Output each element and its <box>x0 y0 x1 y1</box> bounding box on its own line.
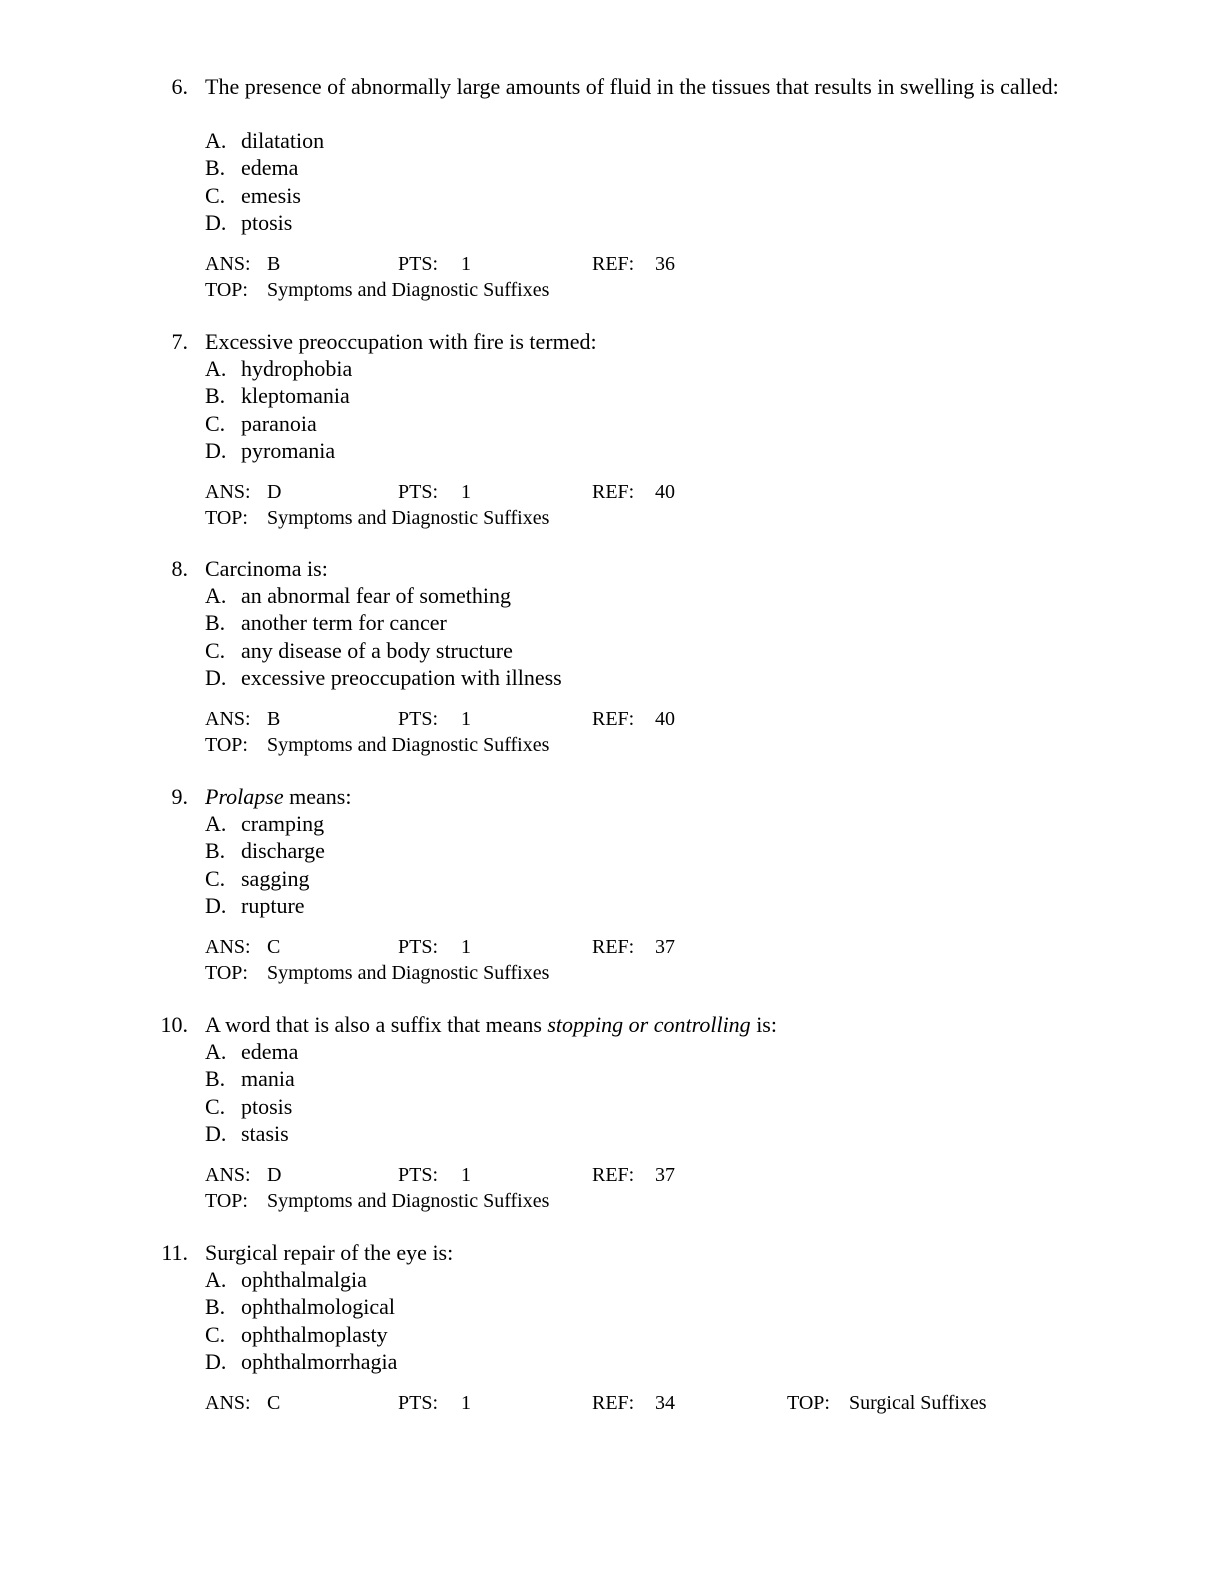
top-value: Surgical Suffixes <box>849 1392 987 1414</box>
ans-value: D <box>267 1164 282 1186</box>
pts-label: PTS: <box>398 708 439 730</box>
pts-value: 1 <box>461 936 471 958</box>
pts-value: 1 <box>461 481 471 503</box>
pts-label: PTS: <box>398 481 439 503</box>
pts-value: 1 <box>461 708 471 730</box>
ans-label: ANS: <box>205 1164 251 1186</box>
ans-label: ANS: <box>205 936 251 958</box>
answer-meta <box>0 707 1224 758</box>
question-number: 11. <box>161 1240 188 1265</box>
document-page: 6. The presence of abnormally large amounts of fluid in the tissues that results in swelling is called: A. dilatation B. edema C. emesis D. ptosis ANS: B PTS: 1 REF: 36 TOP: Symptoms and Diagnostic Suffixes 7. Excessive preoccupation with fire is termed: A. hydrophobia B. kleptomania C. paranoia D. pyromania ANS: D PTS: 1 REF: 40 TOP: Symptoms and Diagnostic Suffixes 8. Carcinoma is: A. an abnormal fear of something B. another term for cancer C. any disease of a body structure D. excessive preoccupation with illness ANS: B PTS: 1 REF: 40 TOP: Symptoms and Diagnostic Suffixes 9. Prolapse means: A. cramping B. discharge C. sagging D. rupture ANS: C PTS: 1 REF: 37 TOP: Symptoms and Diagnostic Suffixes 10. A word that is also a suffix that means stopping or controlling is: A. edema B. mania C. ptosis D. stasis ANS: D PTS: 1 REF: 37 TOP: Symptoms and Diagnostic Suffixes 11. Surgical repair of the eye is: A. ophthalmalgia B. ophthalmological C. ophthalmoplasty D. ophthalmorrhagia ANS: C PTS: 1 REF: 34 TOP: Surgical Suffixes <box>0 0 1224 1584</box>
answer-meta <box>0 1163 1224 1214</box>
ans-value: C <box>267 936 281 958</box>
ref-label: REF: <box>592 936 635 958</box>
question-text: Prolapse means: <box>205 784 352 809</box>
ans-label: ANS: <box>205 253 251 275</box>
ans-value: D <box>267 481 282 503</box>
question-text: Surgical repair of the eye is: <box>205 1240 454 1265</box>
ref-value: 36 <box>655 253 675 275</box>
ref-label: REF: <box>592 708 635 730</box>
top-value: Symptoms and Diagnostic Suffixes <box>267 1189 550 1212</box>
top-value: Symptoms and Diagnostic Suffixes <box>267 961 550 984</box>
top-value: Symptoms and Diagnostic Suffixes <box>267 278 550 301</box>
question-number: 9. <box>171 784 188 809</box>
question-text: Excessive preoccupation with fire is termed: <box>205 329 597 354</box>
ref-value: 40 <box>655 708 675 730</box>
ref-value: 34 <box>655 1392 675 1414</box>
top-label: TOP: <box>205 961 248 984</box>
ref-label: REF: <box>592 1392 635 1414</box>
question-number: 8. <box>171 556 188 581</box>
ref-label: REF: <box>592 253 635 275</box>
pts-label: PTS: <box>398 1164 439 1186</box>
question-term: Prolapse <box>205 784 284 809</box>
question-number: 7. <box>171 329 188 354</box>
question-number: 10. <box>160 1012 188 1037</box>
top-label: TOP: <box>787 1392 830 1414</box>
pts-value: 1 <box>461 1392 471 1414</box>
ans-label: ANS: <box>205 708 251 730</box>
ans-value: C <box>267 1392 281 1414</box>
question-term: stopping or controlling <box>547 1012 751 1037</box>
ref-value: 40 <box>655 481 675 503</box>
pts-label: PTS: <box>398 1392 439 1414</box>
pts-label: PTS: <box>398 936 439 958</box>
pts-value: 1 <box>461 1164 471 1186</box>
top-label: TOP: <box>205 278 248 301</box>
question-text: A word that is also a suffix that means stopping or controlling is: <box>205 1012 777 1037</box>
top-label: TOP: <box>205 506 248 529</box>
top-label: TOP: <box>205 733 248 756</box>
ans-label: ANS: <box>205 1392 251 1414</box>
answer-meta <box>0 1391 1224 1417</box>
question-text: Carcinoma is: <box>205 556 328 581</box>
ref-label: REF: <box>592 1164 635 1186</box>
question-text: The presence of abnormally large amounts of fluid in the tissues that results in swelling is called: <box>205 74 1059 99</box>
top-label: TOP: <box>205 1189 248 1212</box>
answer-meta <box>0 935 1224 986</box>
ref-label: REF: <box>592 481 635 503</box>
ans-value: B <box>267 708 281 730</box>
pts-label: PTS: <box>398 253 439 275</box>
ref-value: 37 <box>655 1164 675 1186</box>
ans-label: ANS: <box>205 481 251 503</box>
pts-value: 1 <box>461 253 471 275</box>
ans-value: B <box>267 253 281 275</box>
top-value: Symptoms and Diagnostic Suffixes <box>267 733 550 756</box>
answer-meta <box>0 252 1224 303</box>
ref-value: 37 <box>655 936 675 958</box>
question-number: 6. <box>171 74 188 99</box>
answer-meta <box>0 480 1224 531</box>
top-value: Symptoms and Diagnostic Suffixes <box>267 506 550 529</box>
